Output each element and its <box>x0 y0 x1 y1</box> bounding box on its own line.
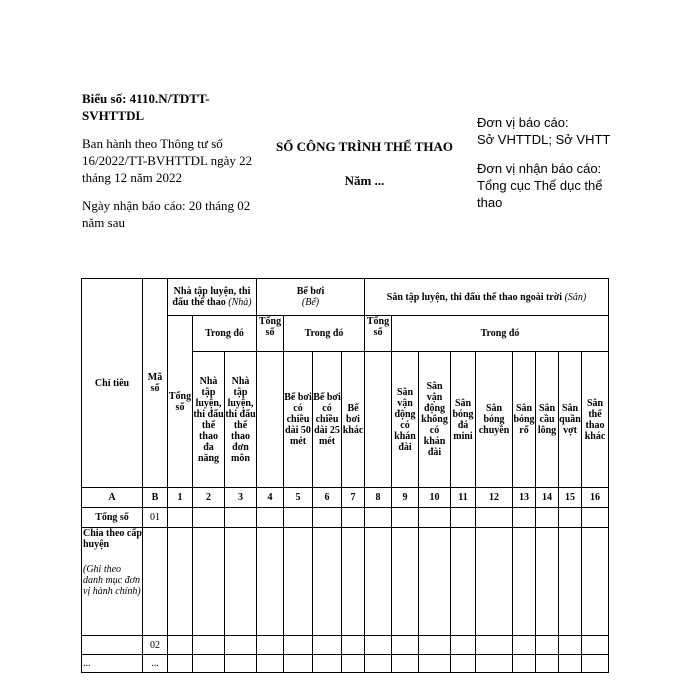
row-code-last: ... <box>143 655 168 673</box>
row-label-last: ... <box>82 655 143 673</box>
reporting-unit-label: Đơn vị báo cáo: <box>477 115 569 130</box>
index-cell: 15 <box>559 488 582 508</box>
col-chi-tieu: Chỉ tiêu <box>82 279 143 488</box>
reporting-unit: Sở VHTTDL; Sở VHTT <box>477 132 611 147</box>
san-tong-so: Tổng số <box>365 316 392 352</box>
table-row-tong-so <box>82 508 609 528</box>
nha-trong-do: Trong đó <box>193 316 257 352</box>
index-cell: 13 <box>513 488 536 508</box>
statistics-table <box>81 278 609 673</box>
issued-by: Ban hành theo Thông tư số 16/2022/TT-BVHTTDL ngày 22 tháng 12 năm 2022 <box>82 136 253 185</box>
col-san-cau-long: Sân cầu lông <box>536 352 559 488</box>
col-san-bong-da-mini: Sân bóng đá mini <box>451 352 476 488</box>
col-san-van-dong-kd: Sân vận động có khán đài <box>392 352 419 488</box>
row-code-02: 02 <box>143 636 168 655</box>
header-right <box>477 114 627 223</box>
header-left <box>82 90 257 242</box>
index-cell: 9 <box>392 488 419 508</box>
col-san-quan-vot: Sân quần vợt <box>559 352 582 488</box>
receive-date: Ngày nhận báo cáo: 20 tháng 02 năm sau <box>82 198 251 230</box>
table-row-chia-theo <box>82 528 609 636</box>
index-cell: 1 <box>168 488 193 508</box>
index-row <box>82 488 609 508</box>
san-trong-do: Trong đó <box>392 316 609 352</box>
index-cell: 3 <box>225 488 257 508</box>
page-title: SỐ CÔNG TRÌNH THỂ THAO <box>276 139 453 154</box>
row-label-chia-theo: Chia theo cấp huyện (Ghi theo danh mục đơn vị hành chính) <box>82 528 143 636</box>
col-nha-don-mon: Nhà tập luyện, thi đấu thể thao đơn môn <box>225 352 257 488</box>
col-san-the-thao-khac: Sân thể thao khác <box>582 352 609 488</box>
row-code-tong-so: 01 <box>143 508 168 528</box>
group-san: Sân tập luyện, thi đấu thể thao ngoài trời (Sân) <box>365 279 609 316</box>
index-cell: 12 <box>476 488 513 508</box>
receiving-unit: Tổng cục Thể dục thể thao <box>477 178 603 210</box>
table-row-last <box>82 655 609 673</box>
index-cell: A <box>82 488 143 508</box>
row-note-chia-theo: (Ghi theo danh mục đơn vị hành chính) <box>83 564 141 597</box>
index-cell: 14 <box>536 488 559 508</box>
index-cell: 16 <box>582 488 609 508</box>
col-be-50: Bể bơi có chiều dài 50 mét <box>284 352 313 488</box>
col-be-tong-empty <box>257 352 284 488</box>
row-label-tong-so: Tổng số <box>82 508 143 528</box>
col-be-25: Bể bơi có chiều dài 25 mét <box>313 352 342 488</box>
form-id: Biểu số: 4110.N/TDTT-SVHTTDL <box>82 91 210 123</box>
index-cell: 8 <box>365 488 392 508</box>
index-cell: 11 <box>451 488 476 508</box>
receiving-unit-label: Đơn vị nhận báo cáo: <box>477 161 602 176</box>
report-year: Năm ... <box>344 173 385 188</box>
index-cell: 5 <box>284 488 313 508</box>
be-trong-do: Trong đó <box>284 316 365 352</box>
col-ma-so: Mã số <box>143 279 168 488</box>
index-cell: 4 <box>257 488 284 508</box>
col-san-tong-empty <box>365 352 392 488</box>
col-san-bong-chuyen: Sân bóng chuyền <box>476 352 513 488</box>
index-cell: 7 <box>342 488 365 508</box>
index-cell: B <box>143 488 168 508</box>
col-san-van-dong-kkd: Sân vận động không có khán đài <box>419 352 451 488</box>
col-be-khac: Bể bơi khác <box>342 352 365 488</box>
index-cell: 2 <box>193 488 225 508</box>
group-be: Bể bơi (Bể) <box>257 279 365 316</box>
group-nha: Nhà tập luyện, thi đấu thể thao (Nhà) <box>168 279 257 316</box>
be-tong-so: Tổng số <box>257 316 284 352</box>
nha-tong-so: Tổng số <box>168 316 193 488</box>
index-cell: 6 <box>313 488 342 508</box>
index-cell: 10 <box>419 488 451 508</box>
col-nha-da-nang: Nhà tập luyện, thi đấu thể thao đa năng <box>193 352 225 488</box>
col-san-bong-ro: Sân bóng rổ <box>513 352 536 488</box>
table-row-02 <box>82 636 609 655</box>
